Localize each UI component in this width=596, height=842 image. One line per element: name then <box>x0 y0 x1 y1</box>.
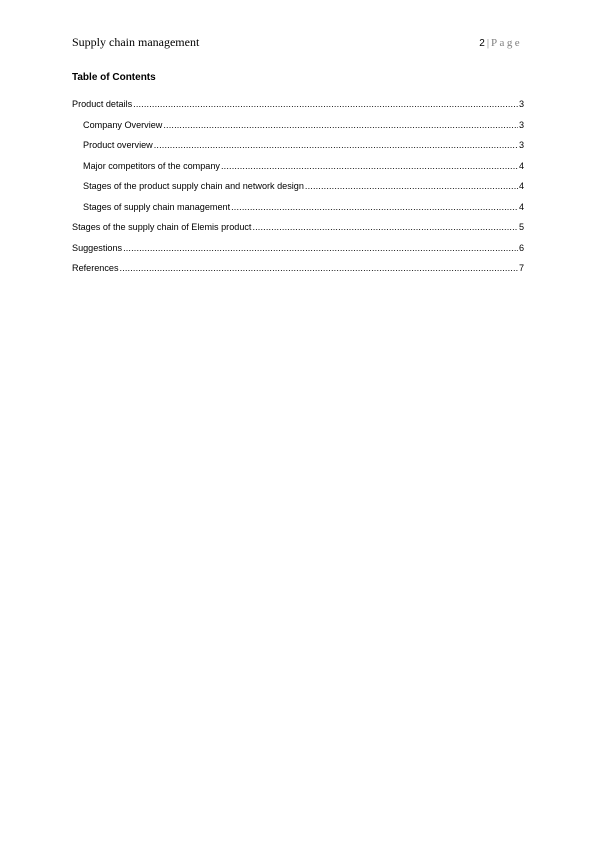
toc-entry-label[interactable]: Product overview <box>83 140 153 150</box>
toc-leader-dots <box>154 139 518 151</box>
toc-entry-stages-supply-chain-management[interactable] <box>72 201 524 222</box>
toc-leader-dots <box>252 221 517 233</box>
toc-leader-dots <box>133 98 518 110</box>
page-word: Page <box>491 37 522 49</box>
toc-leader-dots <box>120 262 518 274</box>
toc-entry-page[interactable]: 3 <box>518 99 524 109</box>
page-number: 2 <box>479 38 485 49</box>
toc-leader-dots <box>231 201 518 213</box>
toc-entry-page[interactable]: 4 <box>518 181 524 191</box>
toc-entry-label[interactable]: Stages of supply chain management <box>83 201 231 212</box>
toc-leader-dots <box>221 160 518 172</box>
page-separator: | <box>486 37 490 49</box>
toc-entry-page[interactable]: 5 <box>518 222 524 232</box>
toc-entry-company-overview[interactable] <box>72 119 524 140</box>
toc-entry-label[interactable]: Major competitors of the company <box>83 160 220 171</box>
toc-entry-label[interactable]: Product details <box>72 99 133 109</box>
toc-entry-suggestions[interactable] <box>72 242 524 263</box>
toc-heading: Table of Contents <box>72 72 156 83</box>
toc-entry-stages-elemis[interactable] <box>72 221 524 242</box>
toc-leader-dots <box>123 242 518 254</box>
toc-entry-label[interactable]: Stages of the product supply chain and network design <box>83 181 304 191</box>
header-title: Supply chain management <box>72 35 200 49</box>
toc-entry-product-details[interactable] <box>72 98 524 119</box>
toc-entry-page[interactable]: 6 <box>518 242 524 253</box>
toc-entry-page[interactable]: 4 <box>518 160 524 171</box>
toc-entry-page[interactable]: 7 <box>518 263 524 273</box>
toc-entry-page[interactable]: 3 <box>518 140 524 150</box>
toc-entry-major-competitors[interactable] <box>72 160 524 181</box>
toc-entry-label[interactable]: References <box>72 263 119 273</box>
toc-entry-page[interactable]: 4 <box>518 201 524 212</box>
toc-entry-label[interactable]: Company Overview <box>83 119 163 130</box>
toc-leader-dots <box>305 180 518 192</box>
toc-entry-references[interactable] <box>72 262 524 283</box>
toc-entry-product-overview[interactable] <box>72 139 524 160</box>
toc-entry-label[interactable]: Stages of the supply chain of Elemis product <box>72 222 252 232</box>
toc-leader-dots <box>163 119 518 131</box>
header-page-number <box>479 36 522 51</box>
toc-entry-label[interactable]: Suggestions <box>72 242 123 253</box>
toc-entry-page[interactable]: 3 <box>518 119 524 130</box>
toc-entry-stages-product-supply-chain[interactable] <box>72 180 524 201</box>
table-of-contents <box>72 98 524 283</box>
page-header <box>72 35 524 51</box>
